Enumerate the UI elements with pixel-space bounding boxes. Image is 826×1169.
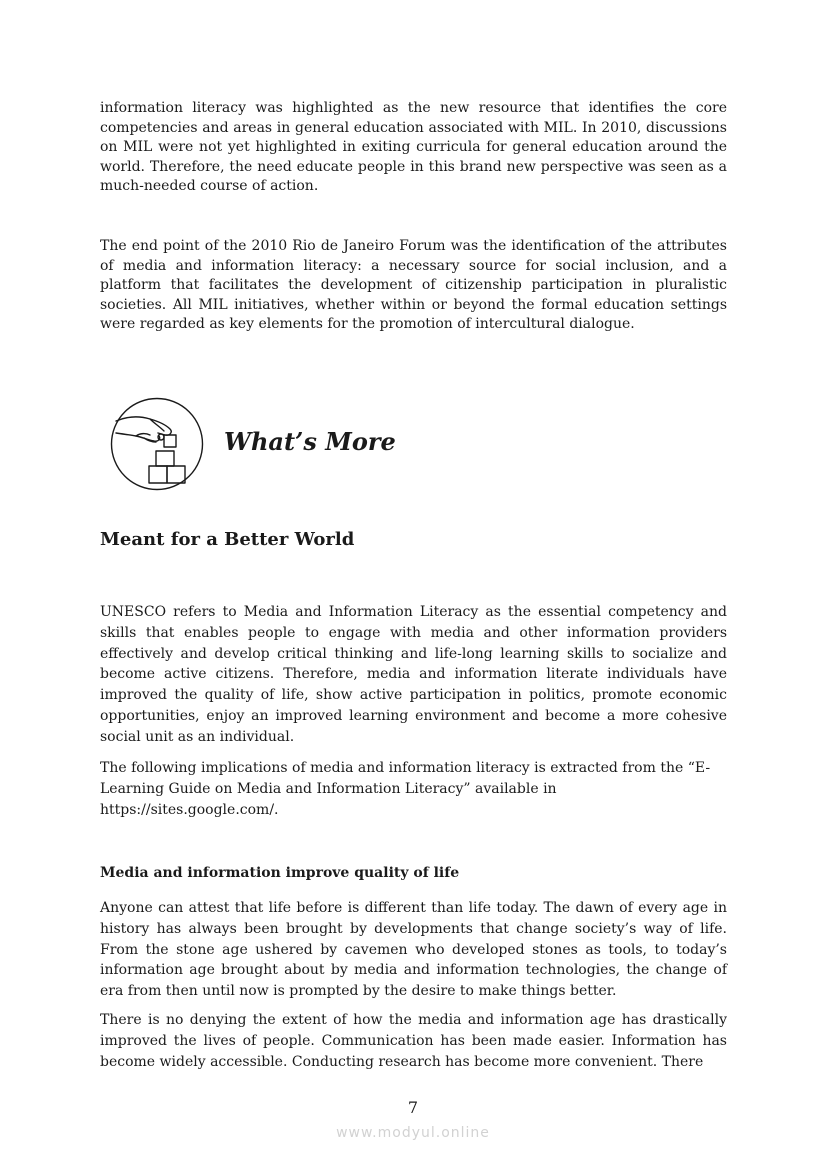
paragraph-unesco-definition: UNESCO refers to Media and Information Literacy as the essential competency and skills that enables people to engage with media and other information providers effectively and develop critical thinking and life-long learning skills to socialize and become active citizens. Therefore, media and information literate individuals have improved the quality of life, show active participation in politics, promote economic opportunities, enjoy an improved learning environment and become a more cohesive social unit as an individual. — [100, 604, 727, 745]
page-number: 7 — [407, 1098, 419, 1117]
subheading-quality-of-life: Media and information improve quality of life — [100, 865, 460, 881]
watermark: www.modyul.online — [336, 1125, 490, 1141]
topic-heading: Meant for a Better World — [100, 529, 355, 550]
paragraph-information-age: There is no denying the extent of how the media and information age has drastically improved the lives of people. Communication has been made easier. Information has become widely accessible. Conducting research has become more convenient. There — [100, 1012, 727, 1070]
paragraph-mil-curricula: information literacy was highlighted as the new resource that identifies the core competencies and areas in general education associated with MIL. In 2010, discussions on MIL were not yet highlighted in exiting curricula for general education around the world. Therefore, the need educate people in this brand new perspective was seen as a much-needed course of action. — [100, 100, 727, 194]
paragraph-rio-forum: The end point of the 2010 Rio de Janeiro Forum was the identification of the attributes of media and information literacy: a necessary source for social inclusion, and a platform that facilitates the development of citizenship participation in pluralistic societies. All MIL initiatives, whether within or beyond the formal education settings were regarded as key elements for the promotion of intercultural dialogue. — [100, 238, 727, 332]
paragraph-implications-source: The following implications of media and information literacy is extracted from the “E-Learning Guide on Media and Information Literacy” available in https://sites.google.com/. — [100, 760, 711, 818]
paragraph-life-before-today: Anyone can attest that life before is different than life today. The dawn of every age in history has always been brought by developments that change society’s way of life. From the stone age ushered by cavemen who developed stones as tools, to today’s information age brought about by media and information technologies, the change of era from then until now is prompted by the desire to make things better. — [100, 900, 727, 1000]
hand-stacking-blocks-icon — [110, 397, 204, 491]
section-title-whats-more: What’s More — [224, 427, 396, 456]
